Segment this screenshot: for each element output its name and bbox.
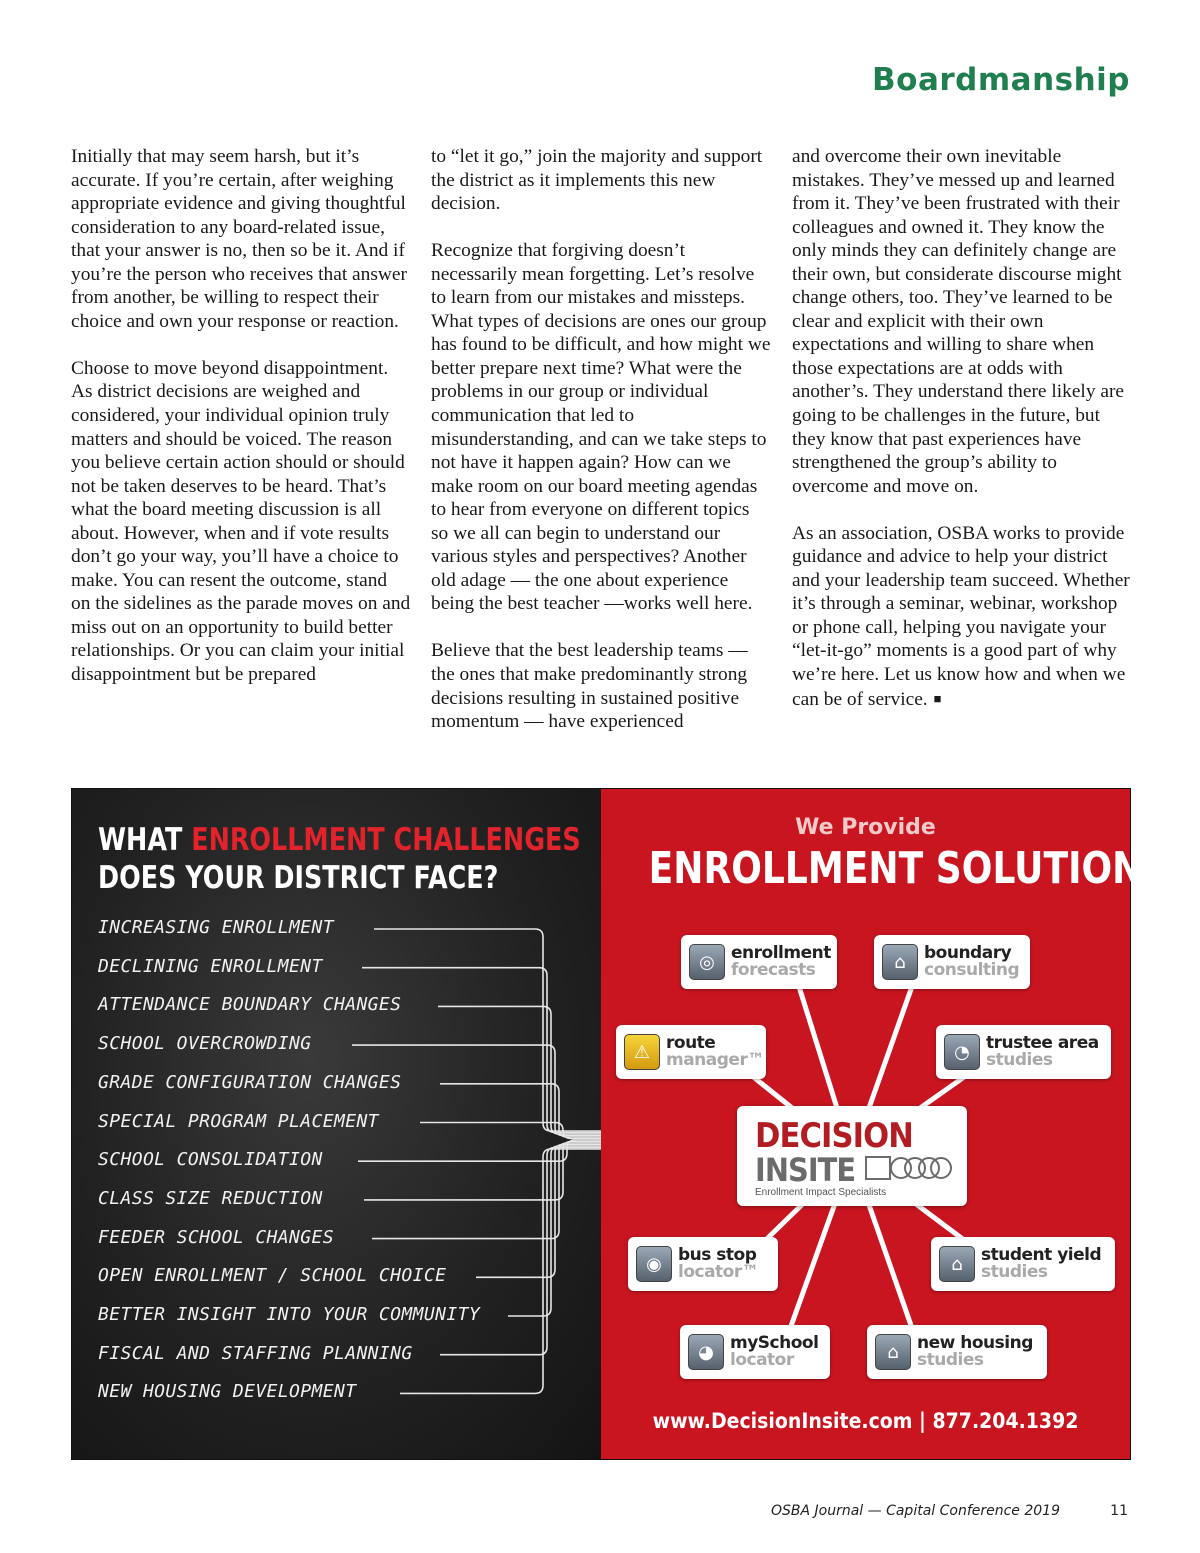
article-column-2 [431,145,771,757]
school-pin-icon: ◕ [688,1334,724,1370]
connector-line [362,968,601,1133]
connector-line [476,1145,601,1278]
challenge-item: CLASS SIZE REDUCTION [98,1187,323,1209]
compass-icon: ◎ [689,944,725,980]
ad-heading-highlight: ENROLLMENT CHALLENGES [191,822,581,858]
challenge-item: INCREASING ENROLLMENT [98,917,334,938]
paragraph: Initially that may seem harsh, but it’s accurate. If you’re certain, after weighing appropriate evidence and giving thoughtful consideration to any board-related issue, that your answer is no, then so be it. And if you’re the person who receives that answer from another, be willing to respect their choice and own your response or reaction. [71,146,407,332]
product-subname: forecasts [731,960,816,980]
rings-icon [865,1154,953,1182]
article-column-3 [792,145,1137,735]
connector-line [364,1142,601,1200]
bus-stop-icon: ◉ [636,1246,672,1282]
ad-heading-line2: DOES YOUR DISTRICT FACE? [98,860,499,896]
logo-tagline: Enrollment Impact Specialists [755,1187,887,1198]
product-name: student yield [981,1245,1102,1265]
product-name: route [666,1033,716,1053]
paragraph: and overcome their own inevitable mistakes. They’ve messed up and learned from it. They’ve been frustrated with their colleagues and owned it. They know the only minds they can definitely change are their own, but considerate discourse might change others, too. They’ve learned to be clear and explicit with their own expectations and willing to share when those expectations are at odds with another’s. They understand there likely are going to be challenges in the future, but they know that past experiences have strengthened the group’s ability to overcome and move on. [792,146,1125,497]
product-route-manager[interactable] [616,1025,766,1079]
product-bus-stop-locator[interactable] [628,1237,778,1291]
ad-contact-line[interactable]: www.DecisionInsite.com | 877.204.1392 [652,1409,1079,1433]
product-boundary-consulting[interactable] [874,935,1030,989]
gauge-icon: ◔ [944,1034,980,1070]
product-enrollment-forecasts[interactable] [681,935,837,989]
paragraph [792,522,1137,711]
paragraph: Choose to move beyond disappointment. As district decisions are weighed and considered, your individual opinion truly matters and should be voiced. The reason you believe certain action should or should not be taken deserves to be heard. That’s what the board meeting discussion is all about. However, when and if vote results don’t go your way, you’ll have a choice to make. You can resent the outcome, stand on the sidelines as the parade moves on and miss out on an opportunity to build better relationships. Or you can claim your initial disappointment but be prepared [71,357,411,686]
challenge-item: SPECIAL PROGRAM PLACEMENT [98,1110,379,1132]
product-name: boundary [924,943,1012,963]
product-myschool-locator[interactable] [680,1325,830,1379]
product-name: mySchool [730,1333,819,1353]
ad-solutions-panel [601,789,1169,1459]
section-title: Boardmanship [872,62,1130,98]
logo-word-insite: INSITE [755,1151,856,1189]
house-icon: ⌂ [882,944,918,980]
new-house-icon: ⌂ [875,1334,911,1370]
product-subname: consulting [924,960,1020,980]
challenge-item: GRADE CONFIGURATION CHANGES [98,1071,402,1093]
product-student-yield-studies[interactable] [931,1237,1115,1291]
connector-line [438,1006,601,1134]
advertisement[interactable] [71,788,1169,1460]
product-name: new housing [917,1333,1033,1353]
ad-heading-what: WHAT [98,822,183,858]
product-subname: studies [981,1262,1048,1282]
challenge-item: SCHOOL CONSOLIDATION [98,1149,323,1171]
challenge-item: OPEN ENROLLMENT / SCHOOL CHOICE [98,1265,447,1287]
ad-challenges-panel [72,789,601,1459]
challenge-item: ATTENDANCE BOUNDARY CHANGES [98,994,402,1016]
solutions-title: ENROLLMENT SOLUTIONS [648,843,1169,894]
product-subname: manager™ [666,1050,764,1070]
product-subname: locator [730,1350,794,1370]
decision-insite-logo[interactable] [737,1106,967,1206]
students-icon: ⌂ [939,1246,975,1282]
warning-icon: ⚠ [624,1034,660,1070]
product-subname: studies [917,1350,984,1370]
product-subname: studies [986,1050,1053,1070]
paragraph-text: As an association, OSBA works to provide guidance and advice to help your district and your leadership team succeed. Whether it’s through a seminar, webinar, workshop or phone call, helping you navigate your “let-it-go” moments is a good part of why we’re here. Let us know how and when we can be of service. [792,522,1130,710]
end-mark-icon: ■ [933,690,942,706]
connector-line [374,929,601,1131]
challenge-item: SCHOOL OVERCROWDING [98,1033,312,1055]
challenge-item: NEW HOUSING DEVELOPMENT [98,1381,357,1403]
challenge-item: BETTER INSIGHT INTO YOUR COMMUNITY [98,1304,481,1325]
page-number: 11 [1110,1503,1128,1519]
challenge-item: DECLINING ENROLLMENT [98,955,323,977]
paragraph: to “let it go,” join the majority and support the district as it implements this new decision. [431,146,763,215]
product-name: bus stop [678,1245,757,1265]
footer-journal-title: OSBA Journal — Capital Conference 2019 [770,1503,1060,1519]
logo-word-decision: DECISION [755,1116,913,1156]
challenge-item: FEEDER SCHOOL CHANGES [98,1226,334,1248]
paragraph: Believe that the best leadership teams — the ones that make predominantly strong decisions resulting in sustained positive momentum — have experienced [431,640,748,733]
product-trustee-area-studies[interactable] [936,1025,1111,1079]
product-name: enrollment [731,943,831,963]
article-column-1 [71,145,411,710]
product-name: trustee area [986,1033,1099,1053]
challenge-item: FISCAL AND STAFFING PLANNING [98,1342,413,1364]
paragraph: Recognize that forgiving doesn’t necessarily mean forgetting. Let’s resolve to learn from our mistakes and missteps. What types of decisions are ones our group has found to be difficult, and how might we better prepare next time? What were the problems in our group or individual communication that led to misunderstanding, and can we take steps to not have it happen again? How can we make room on our board meeting agendas to hear from everyone on different topics so we all can begin to understand our various styles and perspectives? Another old adage — the one about experience being the best teacher —works well here. [431,240,771,615]
product-subname: locator™ [678,1262,759,1282]
we-provide-label: We Provide [795,815,936,840]
connector-line [440,1084,601,1137]
product-new-housing-studies[interactable] [867,1325,1047,1379]
